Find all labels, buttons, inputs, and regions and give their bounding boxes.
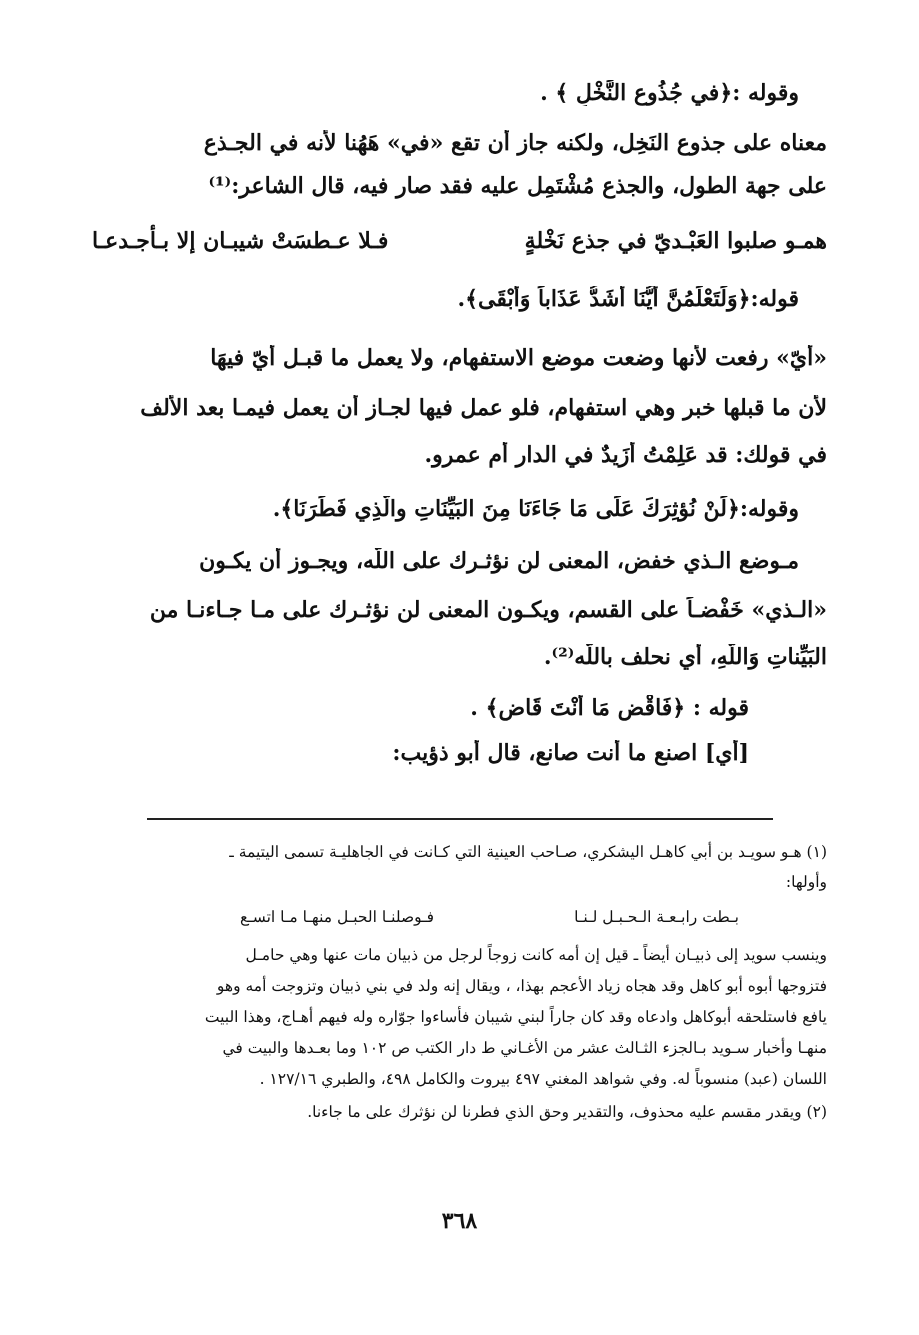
- body-line-4: قوله:﴿وَلَتَعْلَمُنَّ أَيُّنَا أَشَدُّ عَذَاباً وَأَبْقَى﴾.: [457, 286, 799, 312]
- footnote-1-line-7: اللسان (عبد) منسوباً له. وفي شواهد المغني ٤٩٧ بيروت والكامل ٤٩٨، والطبري ١٢٧/١٦ .: [259, 1070, 827, 1088]
- page-number: ٣٦٨: [441, 1208, 478, 1234]
- footnote-1-line-1: (١) هـو سويـد بن أبي كاهـل اليشكري، صـاحب العينية التي كـانت في الجاهليـة تسمى اليتيمة ـ: [229, 843, 827, 861]
- body-line-1: وقوله :﴿في جُذُوعِ النَّخْلِ ﴾ .: [540, 80, 799, 106]
- footnote-verse-second: فـوصلنـا الحبـل منهـا مـا اتسـع: [240, 908, 435, 926]
- footnote-1-line-3: وينسب سويد إلى ذبيـان أيضاً ـ قيل إن أمه كانت زوجاً لرجل من ذبيان مات عنها وهي حامـل: [245, 946, 827, 964]
- body-line-10: «الـذي» خَفْضـاً على القسم، ويكـون المعنى لن نؤثـرك على مـا جـاءنـا من: [149, 597, 827, 623]
- body-line-7: في قولك: قد عَلِمْتُ أَزَيدٌ في الدار أم عمرو.: [424, 442, 827, 468]
- poem-verse: [92, 228, 827, 254]
- body-line-11: البَيِّناتِ وَاللَّهِ، أي نحلف باللّه⁽²⁾.: [543, 644, 827, 670]
- body-line-3: على جهة الطول، والجذع مُشْتَمِل عليه فقد صار فيه، قال الشاعر:⁽¹⁾: [208, 173, 827, 199]
- body-line-2: معناه على جذوع النَخِل، ولكنه جاز أن تقع «في» هَهُنا لأنه في الجـذع: [203, 130, 827, 156]
- verse-second-hemistich: فـلا عـطسَتْ شيبـان إلا بـأجـدعـا: [92, 228, 389, 254]
- footnote-2: (٢) ويقدر مقسم عليه محذوف، والتقدير وحق الذي فطرنا لن نؤثرك على ما جاءنا.: [307, 1103, 827, 1121]
- footnote-1-line-2: وأولها:: [785, 873, 827, 891]
- body-line-9: مـوضع الـذي خفض، المعنى لن نؤثـرك على اللّه، ويجـوز أن يكـون: [199, 548, 799, 574]
- body-line-6: لأن ما قبلها خبر وهي استفهام، فلو عمل فيها لجـاز أن يعمل فيمـا بعد الألف: [140, 395, 827, 421]
- footnote-1-line-5: يافع فاستلحقه أبوكاهل وادعاه وقد كان جاراً لبني شيبان فأساءوا جوّاره وله فيهم أهـاج، وهذا البيت: [204, 1008, 827, 1026]
- body-line-12: قوله : ﴿فَاقْضِ مَا أَنْتَ قَاضٍ﴾ .: [470, 695, 749, 721]
- footnote-1-line-4: فتزوجها أبوه أبو كاهل وقد هجاه زياد الأعجم بهذا، ، ويقال إنه ولد في بني ذبيان وتزوجت أمه وهو: [216, 977, 827, 995]
- body-line-5: «أيّ» رفعت لأنها وضعت موضع الاستفهام، ولا يعمل ما قبـل أَيّ فيهَا: [210, 345, 827, 371]
- verse-first-hemistich: همـو صلبوا العَبْـديّ في جذع نَخْلةٍ: [524, 228, 827, 254]
- footnote-verse: [240, 908, 739, 926]
- footnote-separator: [147, 818, 773, 820]
- footnote-verse-first: بـطت رابـعـة الـحـبـل لـنـا: [574, 908, 739, 926]
- body-line-8: وقوله:﴿لَنْ نُؤثِرَكَ عَلَى مَا جَاءَنَا مِنَ البَيِّنَاتِ والَّذِي فَطَرَنَا﴾.: [272, 496, 799, 522]
- body-line-13: [أي] اصنع ما أنت صانع، قال أبو ذؤيب:: [392, 740, 749, 766]
- footnote-1-line-6: منهـا وأخبار سـويد بـالجزء الثـالث عشر من الأغـاني ط دار الكتب ص ١٠٢ وما بعـدها والبيت في: [222, 1039, 827, 1057]
